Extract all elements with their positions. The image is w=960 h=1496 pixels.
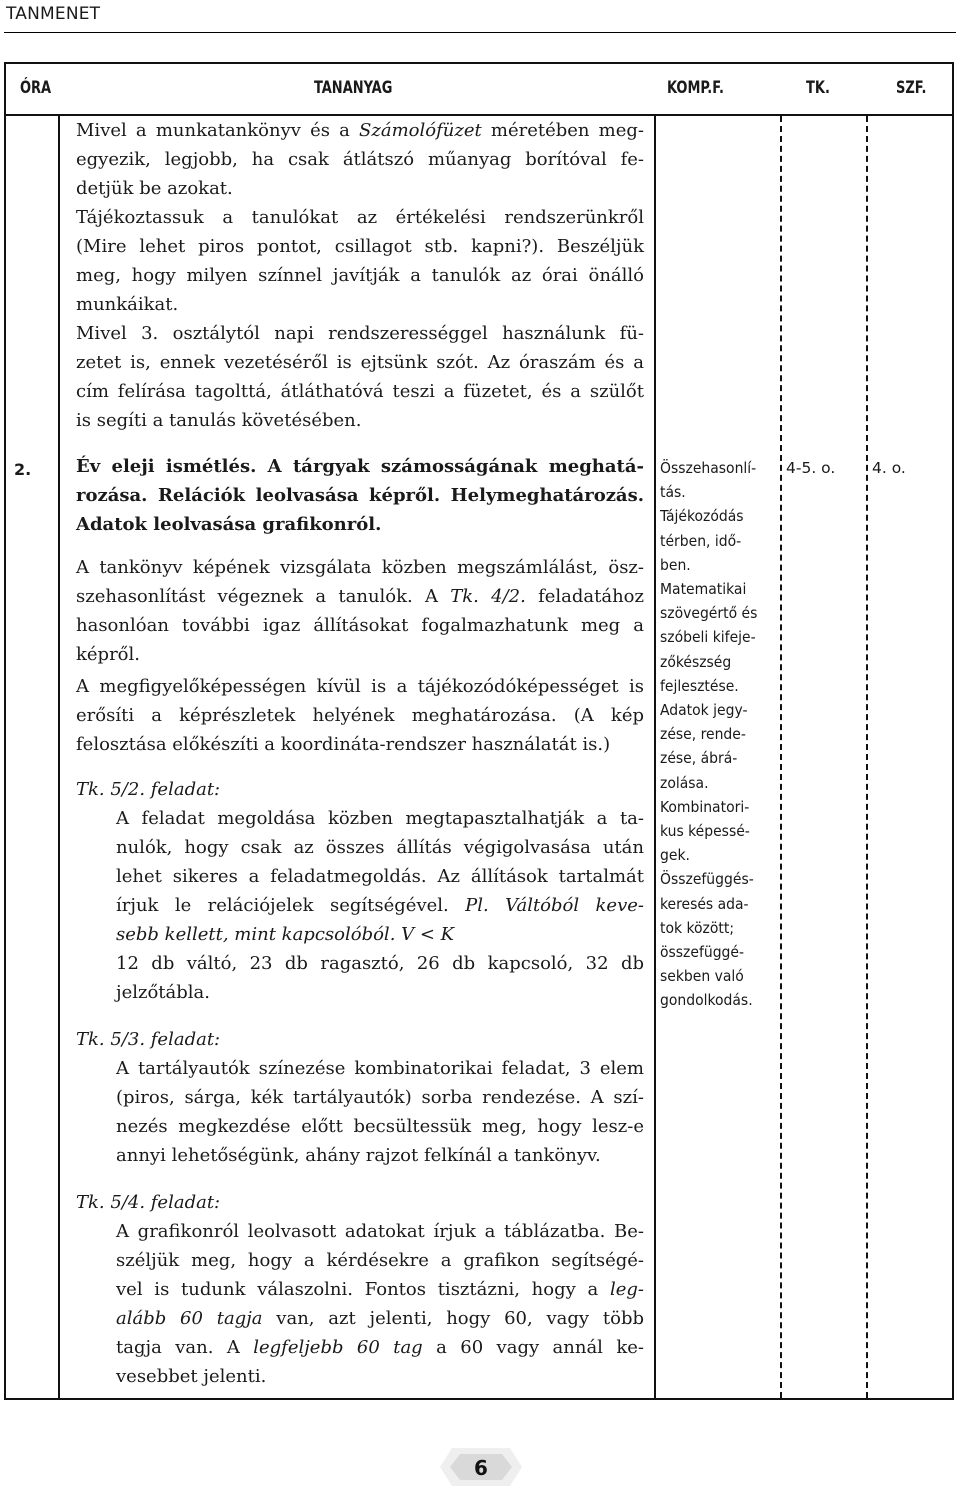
text-line: felosztása előkészíti a koordináta-rendszer használatát is.) [76,734,611,755]
task-description [116,1054,644,1170]
task-description [116,804,644,1007]
table-header-row [6,64,952,116]
text-line: jelzőtábla. [116,982,211,1003]
text-line: írjuk le relációjelek segítségével. Pl. Váltóból keve- [116,895,644,916]
competency-line: Matematikai [660,580,747,599]
text-line: alább 60 tagja van, azt jelenti, hogy 60, vagy több [116,1308,644,1329]
page-number: 6 [474,1456,488,1480]
paragraph-1 [76,553,644,669]
competency-line: Kombinatori- [660,797,750,816]
competency-line: zolása. [660,773,709,792]
text-line: Év eleji ismétlés. A tárgyak számosságának meghatá- [76,456,644,477]
text-line: meg, hogy milyen színnel javítják a tanulók az órai önálló [76,265,644,286]
task-label: Tk. 5/4. feladat: [76,1192,221,1213]
dashed-column-divider [866,116,868,1398]
competency-line: tás. [660,483,686,502]
column-header-tananyag: TANANYAG [314,78,393,98]
text-line: zetet is, ennek vezetéséről is ejtsünk szót. Az óraszám és a [76,352,644,373]
workbook-reference: 4. o. [872,459,906,477]
competency-line: zőkészség [660,652,732,671]
text-line: Tájékoztassuk a tanulókat az értékelési rendszerünkről [76,207,644,228]
text-line: A tartályautók színezése kombinatorikai feladat, 3 elem [116,1058,644,1079]
text-line: is segíti a tanulás követésében. [76,410,362,431]
text-line: vesebbet jelenti. [116,1366,267,1387]
header-rule [4,32,956,33]
competency-line: szóbeli kifeje- [660,628,756,647]
text-line: tagja van. A legfeljebb 60 tag a 60 vagy annál ke- [116,1337,644,1358]
column-divider [58,116,60,1398]
lesson-number: 2. [14,460,32,479]
competency-line: gek. [660,846,690,865]
text-line: nezés megkezdése előtt becsültessük meg, hogy lesz-e [116,1116,644,1137]
text-line: lehet sikeres a feladatmegoldás. Az állítások tartalmát [116,866,644,887]
text-line: nulók, hogy csak az összes állítás végigolvasása után [116,837,644,858]
text-line: (Mire lehet piros pontot, csillagot stb. kapni?). Beszéljük [76,236,644,257]
column-header-komp: KOMP.F. [667,78,724,98]
competency-line: Tájékozódás [660,507,744,526]
competency-line: térben, idő- [660,531,742,550]
task-description [116,1217,644,1391]
text-line: vel is tudunk válaszolni. Fontos tisztázni, hogy a leg- [116,1279,644,1300]
text-line: A megfigyelőképességen kívül is a tájékozódóképességet is [76,676,644,697]
text-line: rozása. Relációk leolvasása képről. Helymeghatározás. [76,485,644,506]
text-line: A grafikonról leolvasott adatokat írjuk a táblázatba. Be- [116,1221,644,1242]
task-label: Tk. 5/3. feladat: [76,1029,221,1050]
text-line: munkáikat. [76,294,179,315]
intro-paragraph [76,116,644,435]
task-label: Tk. 5/2. feladat: [76,779,221,800]
text-line: detjük be azokat. [76,178,233,199]
text-line: képről. [76,644,141,665]
competency-line: ben. [660,555,691,574]
competency-line: gondolkodás. [660,991,753,1010]
text-line: A tankönyv képének vizsgálata közben megszámlálást, ösz- [76,557,644,578]
text-line: cím felírása tagolttá, átláthatóvá teszi a füzetet, és a szülőt [76,381,644,402]
text-line: Mivel a munkatankönyv és a Számolófüzet méretében meg- [76,120,644,141]
competency-line: Adatok jegy- [660,701,748,720]
text-line: Mivel 3. osztálytól napi rendszerességgel használunk fü- [76,323,644,344]
page-number-badge [438,1446,524,1488]
text-line: Adatok leolvasása grafikonról. [76,514,382,535]
lesson-title [76,452,644,539]
column-divider [654,116,656,1398]
paragraph-2 [76,672,644,759]
competency-line: zése, ábrá- [660,749,738,768]
text-line: (piros, sárga, kék tartályautók) sorba rendezése. A szí- [116,1087,644,1108]
page-number-ornament [438,1446,524,1488]
column-header-szf: SZF. [896,78,927,98]
column-header-tk: TK. [806,78,830,98]
competency-line: Összefüggés- [660,870,754,889]
text-line: erősíti a képrészletek helyének meghatározása. (A kép [76,705,644,726]
text-line: egyezik, legjobb, ha csak átlátszó műanyag borítóval fe- [76,149,644,170]
competency-line: sekben való [660,967,744,986]
competency-line: összefüggé- [660,943,745,962]
text-line: széljük meg, hogy a kérdésekre a grafikon segítségé- [116,1250,644,1271]
text-line: A feladat megoldása közben megtapasztalhatják a ta- [116,808,644,829]
text-line: hasonlóan további igaz állításokat fogalmazhatunk meg a [76,615,644,636]
document-title: TANMENET [6,4,101,24]
competency-line: fejlesztése. [660,676,739,695]
competency-line: zése, rende- [660,725,746,744]
competency-line: Összehasonlí- [660,459,757,477]
competencies-list [660,456,772,1013]
dashed-column-divider [780,116,782,1398]
text-line: 12 db váltó, 23 db ragasztó, 26 db kapcsoló, 32 db [116,953,644,974]
column-header-ora: ÓRA [20,78,52,98]
competency-line: keresés ada- [660,894,749,913]
text-line: sebb kellett, mint kapcsolóból. V < K [116,924,455,945]
textbook-reference: 4-5. o. [786,459,836,477]
text-line: szehasonlítást végeznek a tanulók. A Tk. 4/2. feladatához [76,586,645,607]
competency-line: tok között; [660,918,735,937]
text-line: annyi lehetőségünk, ahány rajzot felkínál a tankönyv. [116,1145,601,1166]
competency-line: szövegértő és [660,604,758,623]
competency-line: kus képessé- [660,822,750,841]
